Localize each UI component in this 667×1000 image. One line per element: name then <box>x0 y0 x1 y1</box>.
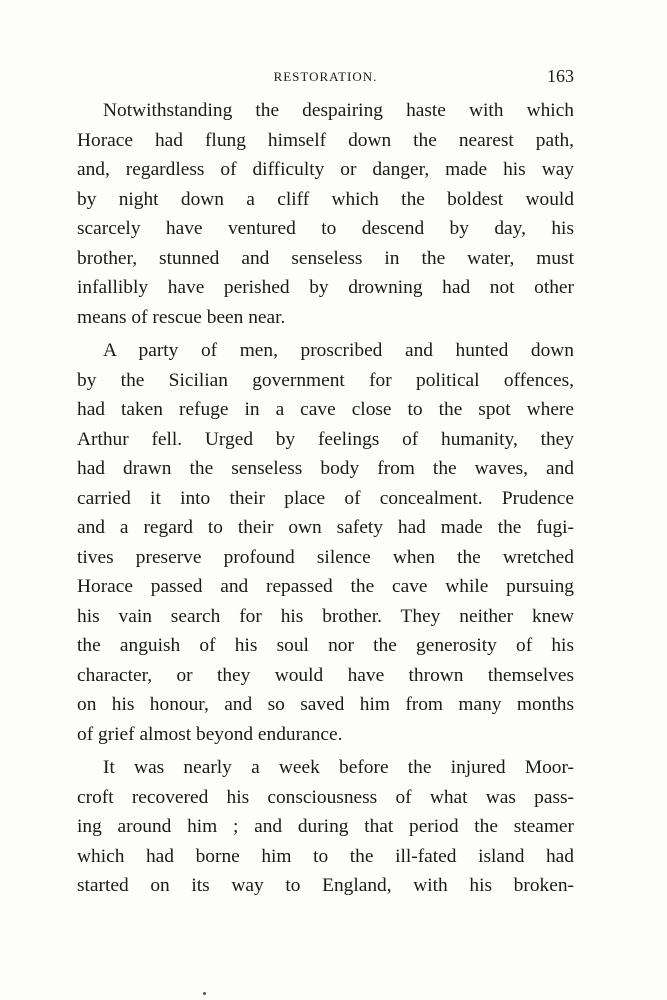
text-line: carried it into their place of concealment. Prudence <box>77 487 574 509</box>
text-line: A party of men, proscribed and hunted down <box>103 340 574 361</box>
text-line: by the Sicilian government for political offences, <box>77 369 574 391</box>
text-line: tives preserve profound silence when the wretched <box>77 546 574 568</box>
text-line: infallibly have perished by drowning had not other <box>77 277 574 298</box>
ink-speck <box>203 992 206 995</box>
text-line: Horace passed and repassed the cave while pursuing <box>77 576 574 597</box>
text-line: and, regardless of difficulty or danger, made his way <box>77 159 574 180</box>
text-line: by night down a cliff which the boldest would <box>77 188 574 210</box>
text-line: means of rescue been near. <box>77 306 286 328</box>
text-line: started on its way to England, with his broken- <box>77 875 574 896</box>
text-line: It was nearly a week before the injured Moor- <box>103 757 574 778</box>
text-line: had taken refuge in a cave close to the spot where <box>77 399 574 420</box>
text-line: croft recovered his consciousness of what was pass- <box>77 786 574 808</box>
text-line: his vain search for his brother. They neither knew <box>77 605 574 627</box>
text-line: and a regard to their own safety had made the fugi- <box>77 517 574 538</box>
text-line: Arthur fell. Urged by feelings of humanity, they <box>77 428 574 450</box>
text-line: character, or they would have thrown themselves <box>77 664 574 686</box>
text-line: scarcely have ventured to descend by day, his <box>77 218 574 239</box>
text-line: ing around him ; and during that period the steamer <box>77 816 574 837</box>
running-title: RESTORATION. <box>273 69 378 84</box>
body-text <box>77 96 574 901</box>
text-line: Notwithstanding the despairing haste with which <box>103 100 574 121</box>
paragraph <box>77 336 574 749</box>
text-line: had drawn the senseless body from the waves, and <box>77 458 574 479</box>
text-line: which had borne him to the ill-fated island had <box>77 845 574 867</box>
text-line: brother, stunned and senseless in the water, must <box>77 247 574 269</box>
paragraph <box>77 753 574 901</box>
page-number: 163 <box>547 66 574 86</box>
text-line: of grief almost beyond endurance. <box>77 723 343 745</box>
text-line: Horace had flung himself down the nearest path, <box>77 129 574 151</box>
text-line: the anguish of his soul nor the generosity of his <box>77 635 574 656</box>
text-line: on his honour, and so saved him from many months <box>77 694 574 715</box>
running-head <box>77 66 574 88</box>
paragraph <box>77 96 574 332</box>
